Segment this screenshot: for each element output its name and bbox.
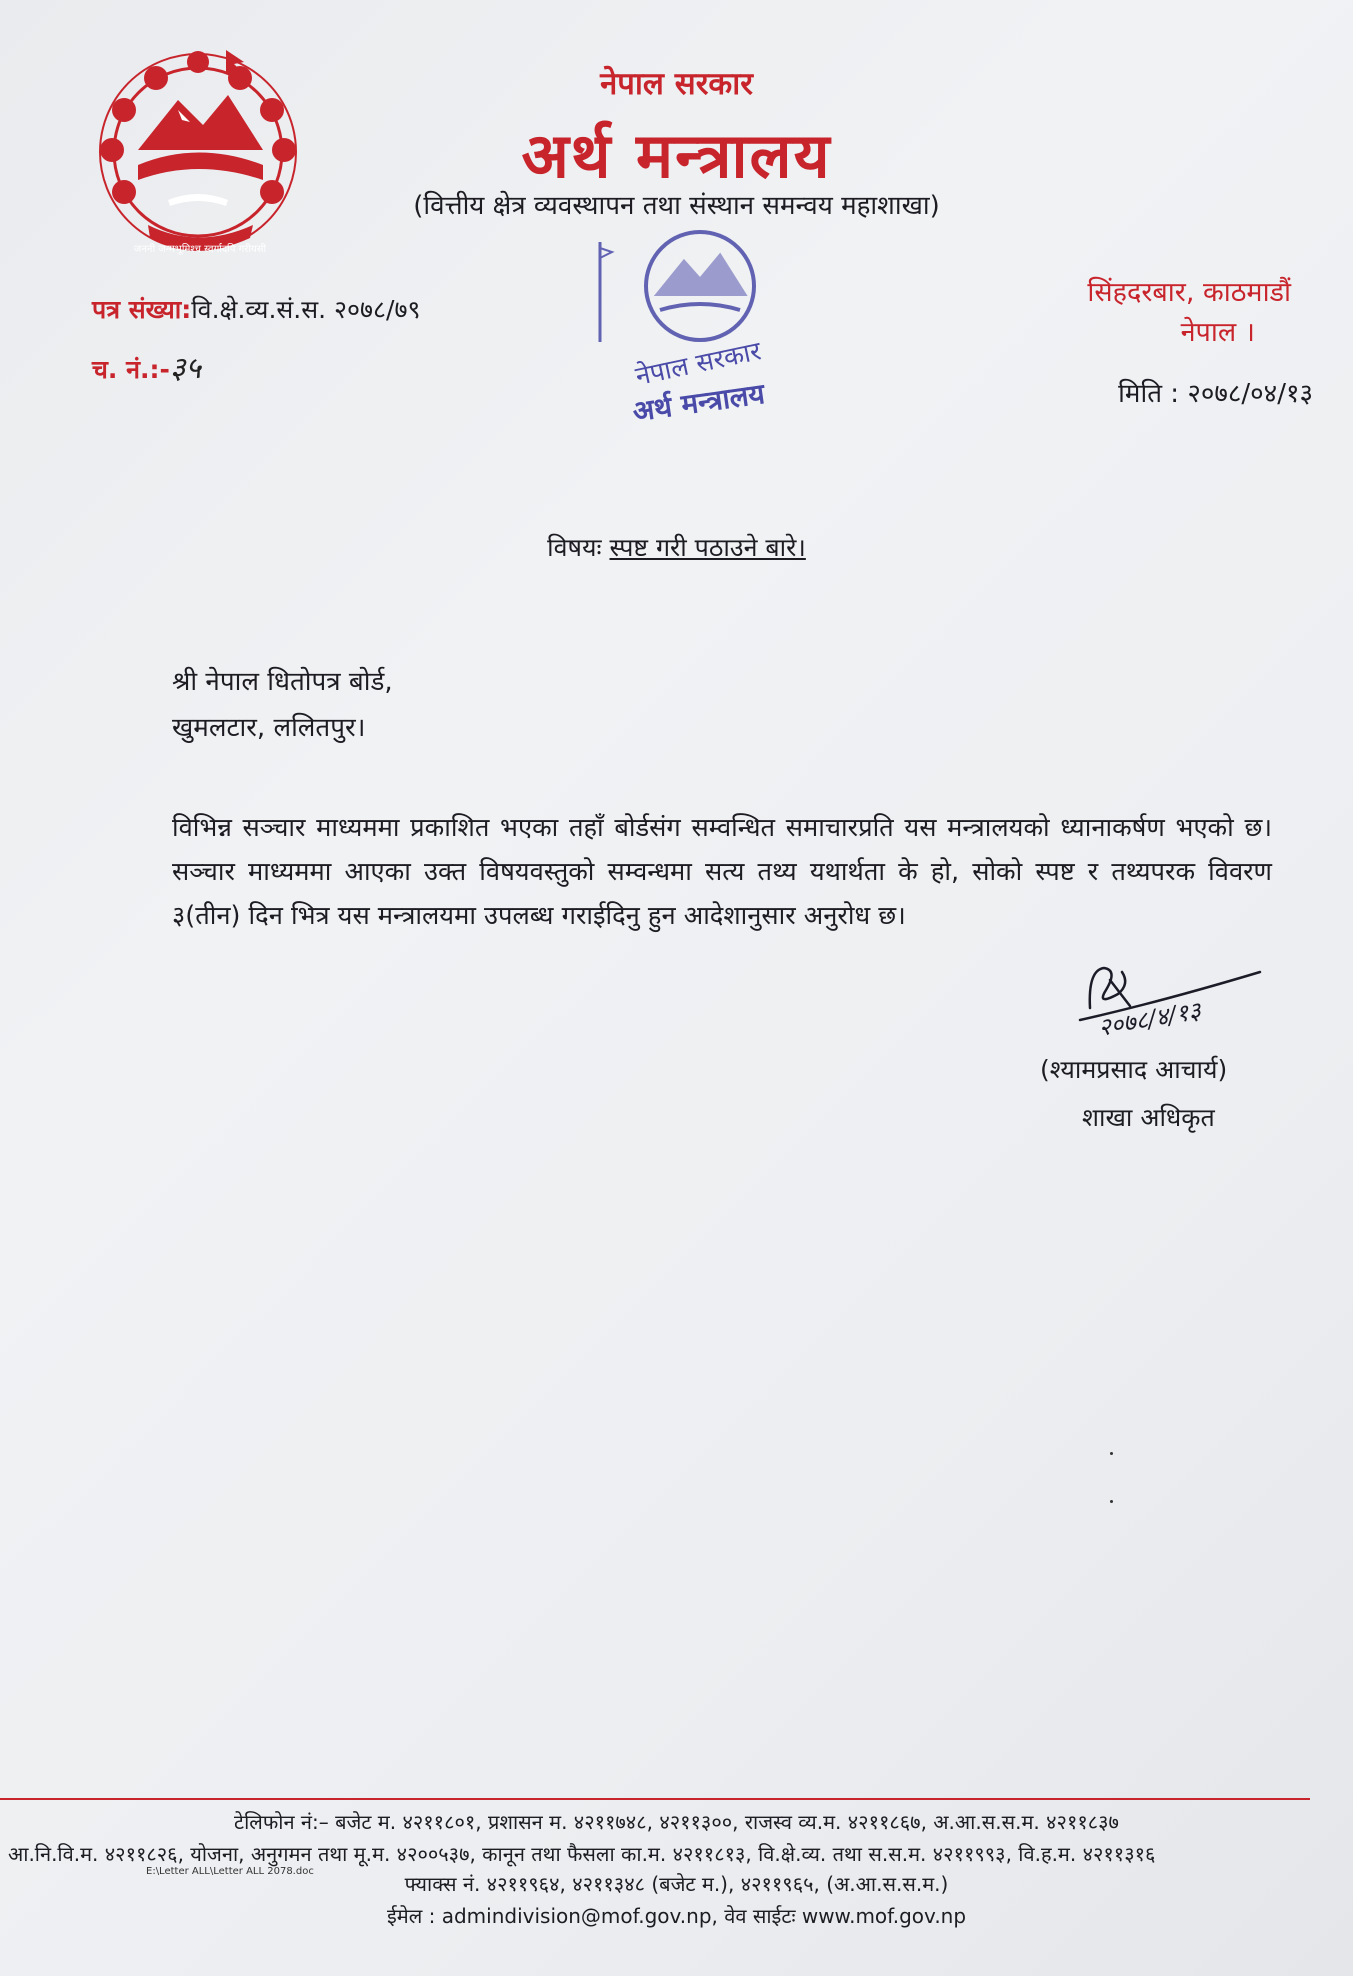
reference-number bbox=[92, 292, 420, 326]
address-line-2: नेपाल । bbox=[1180, 317, 1255, 348]
date-label: मिति : bbox=[1118, 379, 1180, 409]
footer-fax-line: फ्याक्स नं. ४२११९६४, ४२११३४८ (बजेट म.), ४२११९६५, (अ.आ.स.स.म.) bbox=[404, 1872, 949, 1896]
footer-contact-line: ईमेल : admindivision@mof.gov.np, वेव साईटः www.mof.gov.np bbox=[386, 1904, 967, 1928]
footer-phone-line-2: आ.नि.वि.म. ४२११८२६, योजना, अनुगमन तथा मू.म. ४२००५३७, कानून तथा फैसला का.म. ४२११८१३, वि.क्षे.व्य. तथा स.स.म. ४२११९९३, वि.ह.म. ४२११३१६ bbox=[8, 1842, 1156, 1866]
stamp-line-2: अर्थ मन्त्रालय bbox=[630, 377, 767, 429]
subject-label: विषयः bbox=[547, 533, 602, 562]
signatory-name: (श्यामप्रसाद आचार्य) bbox=[1040, 1055, 1228, 1084]
footer-phone-line: टेलिफोन नं:– बजेट म. ४२११८०१, प्रशासन म. ४२११७४८, ४२११३००, राजस्व व्य.म. ४२११८६७, अ.आ.स.स.म. ४२११८३७ bbox=[234, 1810, 1119, 1834]
footer-divider bbox=[0, 1798, 1310, 1800]
recipient-name: श्री नेपाल धितोपत्र बोर्ड, bbox=[172, 667, 393, 697]
dispatch-label: च. नं.:- bbox=[92, 355, 170, 384]
dispatch-value: ३५ bbox=[169, 351, 202, 386]
handwritten-signature bbox=[1060, 950, 1270, 1050]
ministry-stamp bbox=[588, 222, 810, 430]
ministry-name: अर्थ मन्त्रालय bbox=[521, 119, 832, 192]
division-name: (वित्तीय क्षेत्र व्यवस्थापन तथा संस्थान समन्वय महाशाखा) bbox=[413, 191, 940, 221]
government-name: नेपाल सरकार bbox=[600, 66, 753, 102]
address-line-1: सिंहदरबार, काठमाडौं bbox=[1087, 277, 1291, 308]
letter-date bbox=[1118, 374, 1313, 410]
signature-date: २०७८/४/१३ bbox=[1096, 996, 1204, 1042]
reference-value: वि.क्षे.व्य.सं.स. २०७८/७९ bbox=[191, 295, 421, 324]
stamp-line-1: नेपाल सरकार bbox=[632, 336, 764, 393]
subject-line bbox=[0, 530, 1353, 564]
letter-body: विभिन्न सञ्चार माध्यममा प्रकाशित भएका तहाँ बोर्डसंग सम्वन्धित समाचारप्रति यस मन्त्रालयको ध्यानाकर्षण भएको छ। सञ्चार माध्यममा आएका उक्त विषयवस्तुको सम्वन्धमा सत्य तथ्य यथार्थता के हो, सोको स्पष्ट र तथ्यपरक विवरण ३(तीन) दिन भित्र यस मन्त्रालयमा उपलब्ध गराईदिनु हुन आदेशानुसार अनुरोध छ। bbox=[172, 813, 1272, 931]
date-value: २०७८/०४/१३ bbox=[1187, 379, 1313, 409]
reference-label: पत्र संख्या: bbox=[92, 295, 192, 324]
paper-mark bbox=[1110, 1500, 1113, 1503]
file-path: E:\Letter ALL\Letter ALL 2078.doc bbox=[146, 1866, 314, 1877]
emblem-motto: जननी जन्मभूमिश्च स्वर्गादपि गरीयसी bbox=[133, 244, 267, 255]
recipient-address: खुमलटार, ललितपुर। bbox=[172, 713, 366, 743]
signatory-position: शाखा अधिकृत bbox=[1082, 1103, 1215, 1132]
subject-text: स्पष्ट गरी पठाउने बारे। bbox=[609, 533, 806, 562]
dispatch-number bbox=[92, 346, 201, 387]
paper-mark bbox=[1110, 1452, 1113, 1455]
